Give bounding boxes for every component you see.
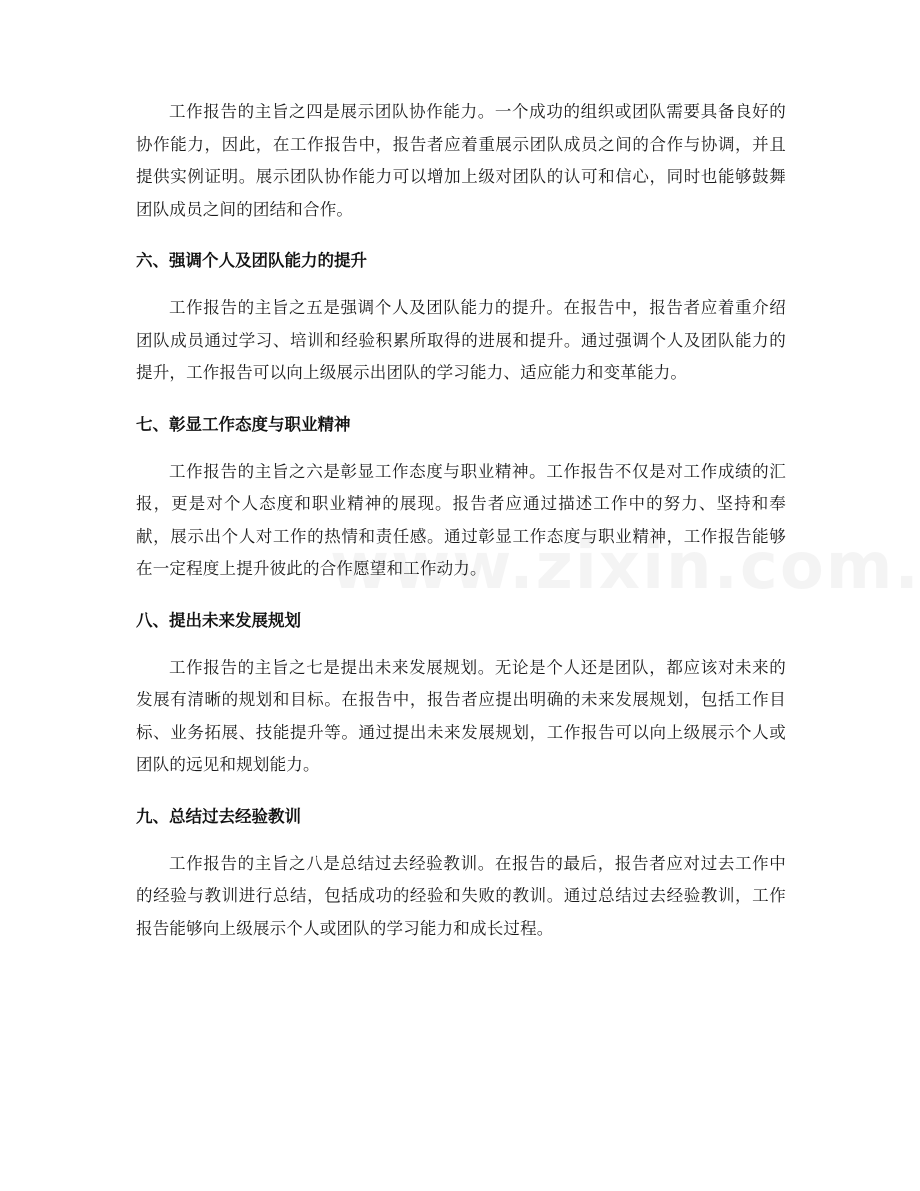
section-heading-8: 八、提出未来发展规划 [136,610,301,630]
document-page [136,96,786,945]
intro-paragraph: 工作报告的主旨之四是展示团队协作能力。一个成功的组织或团队需要具备良好的协作能力，因此，在工作报告中，报告者应着重展示团队成员之间的合作与协调，并且提供实例证明。展示团队协作能力可以增加上级对团队的认可和信心，同时也能够鼓舞团队成员之间的团结和合作。 [136,102,786,219]
section-heading-7: 七、彰显工作态度与职业精神 [136,414,351,434]
section-body-8: 工作报告的主旨之七是提出未来发展规划。无论是个人还是团队，都应该对未来的发展有清晰的规划和目标。在报告中，报告者应提出明确的未来发展规划，包括工作目标、业务拓展、技能提升等。通过提出未来发展规划，工作报告可以向上级展示个人或团队的远见和规划能力。 [136,657,786,774]
section-heading-6: 六、强调个人及团队能力的提升 [136,251,367,270]
section-body-7: 工作报告的主旨之六是彰显工作态度与职业精神。工作报告不仅是对工作成绩的汇报，更是对个人态度和职业精神的展现。报告者应通过描述工作中的努力、坚持和奉献，展示出个人对工作的热情和责任感。通过彰显工作态度与职业精神，工作报告能够在一定程度上提升彼此的合作愿望和工作动力。 [136,461,786,578]
section-heading-9: 九、总结过去经验教训 [136,806,301,826]
section-body-6: 工作报告的主旨之五是强调个人及团队能力的提升。在报告中，报告者应着重介绍团队成员通过学习、培训和经验积累所取得的进展和提升。通过强调个人及团队能力的提升，工作报告可以向上级展示出团队的学习能力、适应能力和变革能力。 [136,298,786,382]
section-body-9: 工作报告的主旨之八是总结过去经验教训。在报告的最后，报告者应对过去工作中的经验与教训进行总结，包括成功的经验和失败的教训。通过总结过去经验教训，工作报告能够向上级展示个人或团队的学习能力和成长过程。 [136,853,786,938]
